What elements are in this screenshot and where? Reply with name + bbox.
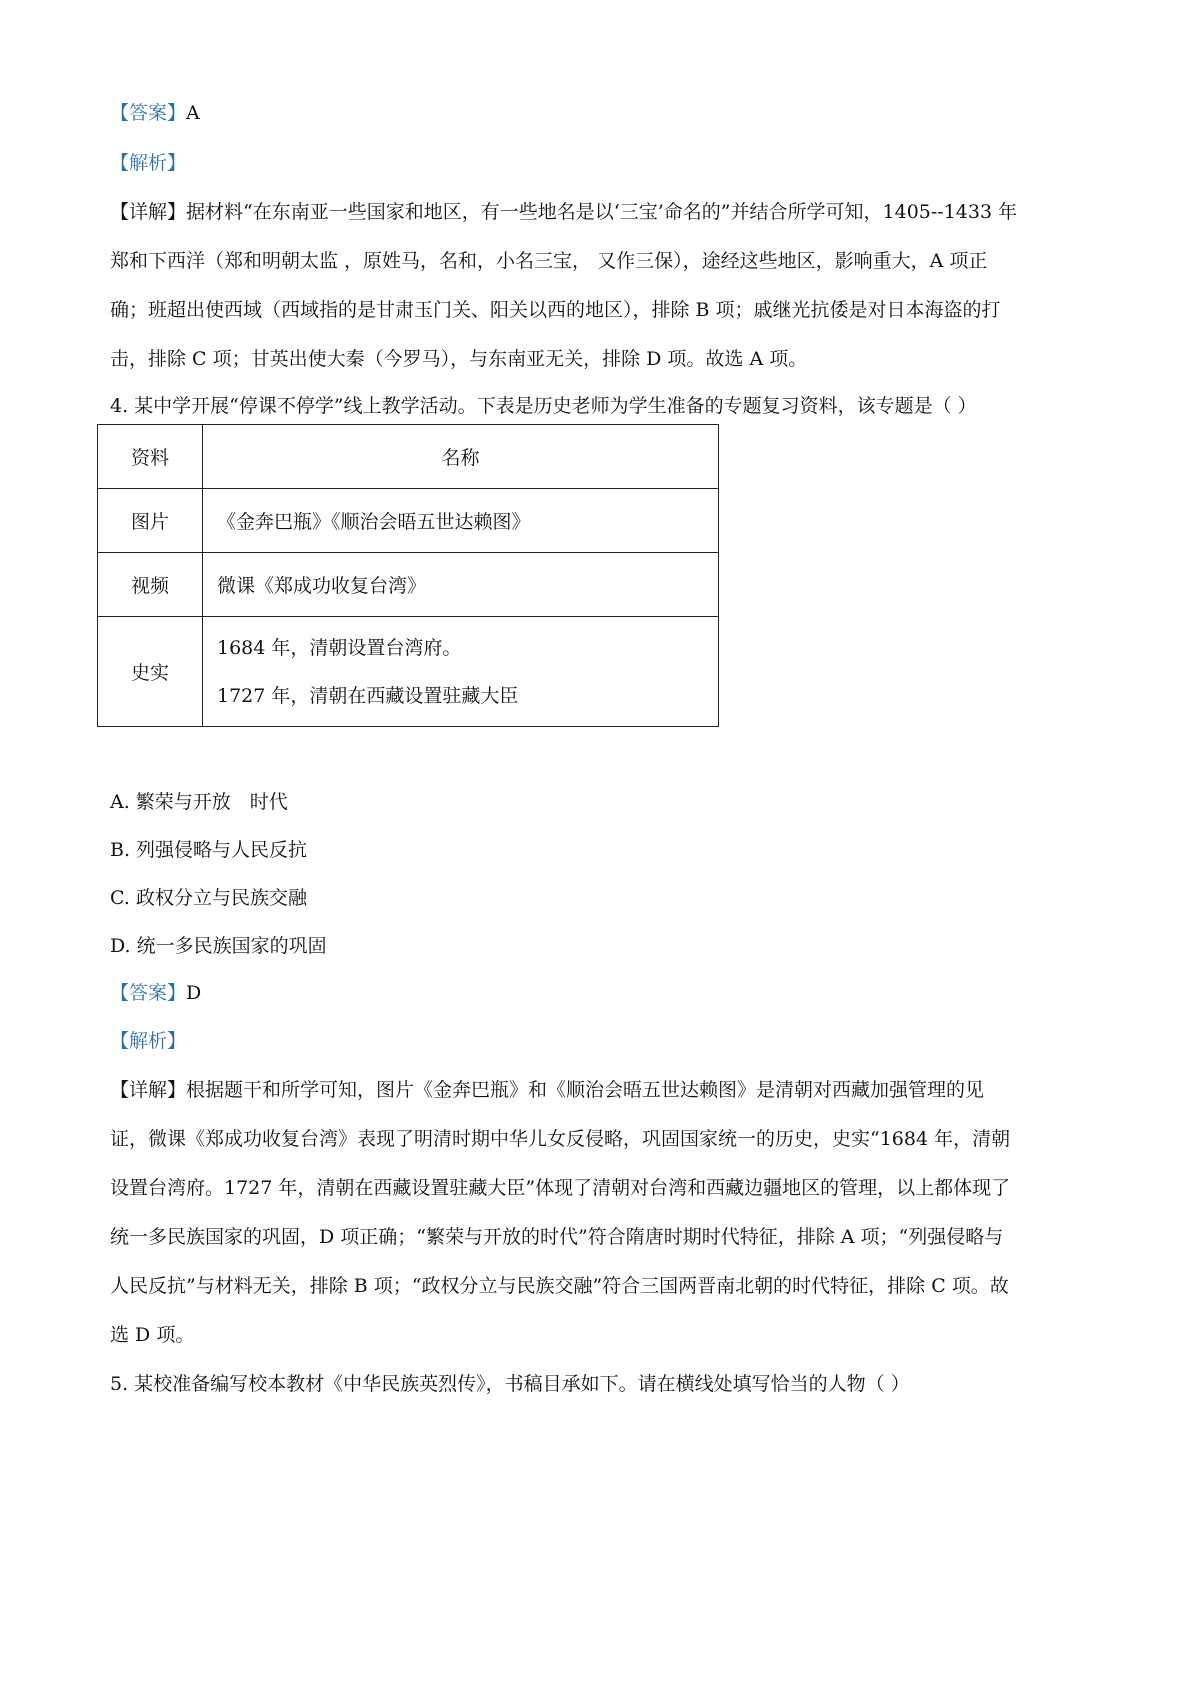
table-row xyxy=(98,489,719,553)
q4-option-d: D. 统一多民族国家的巩固 xyxy=(110,935,327,957)
answer-value: D xyxy=(186,982,202,1004)
detail-text: 根据题干和所学可知，图片《金奔巴瓶》和《顺治会晤五世达赖图》是清朝对西藏加强管理的见 xyxy=(186,1079,985,1101)
q3-answer xyxy=(110,99,1100,127)
table-row-content-line: 1684 年，清朝设置台湾府。 xyxy=(217,636,462,659)
q4-analysis xyxy=(110,1027,1100,1055)
answer-tag: 【答案】 xyxy=(110,102,187,124)
table-row-content: 《金奔巴瓶》《顺治会晤五世达赖图》 xyxy=(203,489,719,553)
q5-stem: 5. 某校准备编写校本教材《中华民族英烈传》，书稿目承如下。请在横线处填写恰当的人物（ ） xyxy=(110,1373,910,1395)
answer-tag: 【答案】 xyxy=(110,982,187,1004)
table-header-cell: 资料 xyxy=(98,425,203,489)
q4-detail-line-4: 统一多民族国家的巩固，D 项正确；“繁荣与开放的时代”符合隋唐时期时代特征，排除 A 项；“列强侵略与 xyxy=(110,1226,1004,1248)
q4-stem: 4. 某中学开展“停课不停学”线上教学活动。下表是历史老师为学生准备的专题复习资料，该专题是（ ） xyxy=(110,395,977,417)
q4-detail-line-3: 设置台湾府。1727 年，清朝在西藏设置驻藏大臣”体现了清朝对台湾和西藏边疆地区的管理，以上都体现了 xyxy=(110,1177,1011,1199)
detail-tag: 【详解】 xyxy=(110,201,187,223)
q4-detail-line-6: 选 D 项。 xyxy=(110,1324,195,1346)
q4-detail-line-2: 证，微课《郑成功收复台湾》表现了明清时期中华儿女反侵略，巩固国家统一的历史，史实“1684 年，清朝 xyxy=(110,1128,1011,1150)
q4-option-b: B. 列强侵略与人民反抗 xyxy=(110,839,308,861)
q3-analysis xyxy=(110,149,1100,177)
table-row xyxy=(98,617,719,727)
table-row-label: 图片 xyxy=(98,489,203,553)
q4-answer xyxy=(110,979,1100,1007)
analysis-tag: 【解析】 xyxy=(110,1030,187,1052)
q4-detail-line-1 xyxy=(110,1076,1100,1104)
table-row-content xyxy=(203,617,719,727)
q3-detail-line-4: 击，排除 C 项；甘英出使大秦（今罗马），与东南亚无关，排除 D 项。故选 A 项。 xyxy=(110,348,808,370)
table-row-content-line: 1727 年，清朝在西藏设置驻藏大臣 xyxy=(217,684,519,707)
answer-value: A xyxy=(186,102,200,124)
table-header-cell: 名称 xyxy=(203,425,719,489)
q4-detail-line-5: 人民反抗”与材料无关，排除 B 项；“政权分立与民族交融”符合三国两晋南北朝的时代特征，排除 C 项。故 xyxy=(110,1275,1009,1297)
table-row xyxy=(98,553,719,617)
q3-detail-line-3: 确；班超出使西域（西域指的是甘肃玉门关、阳关以西的地区），排除 B 项；戚继光抗倭是对日本海盗的打 xyxy=(110,299,1001,321)
detail-text: 据材料“在东南亚一些国家和地区，有一些地名是以‘三宝’命名的”并结合所学可知，1405--1433 年 xyxy=(186,201,1018,223)
table-row-label: 视频 xyxy=(98,553,203,617)
table-header-row xyxy=(98,425,719,489)
q3-detail-line-2: 郑和下西洋（郑和明朝太监 ，原姓马，名和，小名三宝， 又作三保），途经这些地区，影响重大，A 项正 xyxy=(110,250,988,272)
table-row-label: 史实 xyxy=(98,617,203,727)
analysis-tag: 【解析】 xyxy=(110,152,187,174)
q3-detail-line-1 xyxy=(110,198,1100,226)
detail-tag: 【详解】 xyxy=(110,1079,187,1101)
table-row-content: 微课《郑成功收复台湾》 xyxy=(203,553,719,617)
q4-reference-table xyxy=(97,424,719,727)
q4-option-c: C. 政权分立与民族交融 xyxy=(110,887,307,909)
q4-option-a: A. 繁荣与开放 时代 xyxy=(110,791,288,813)
